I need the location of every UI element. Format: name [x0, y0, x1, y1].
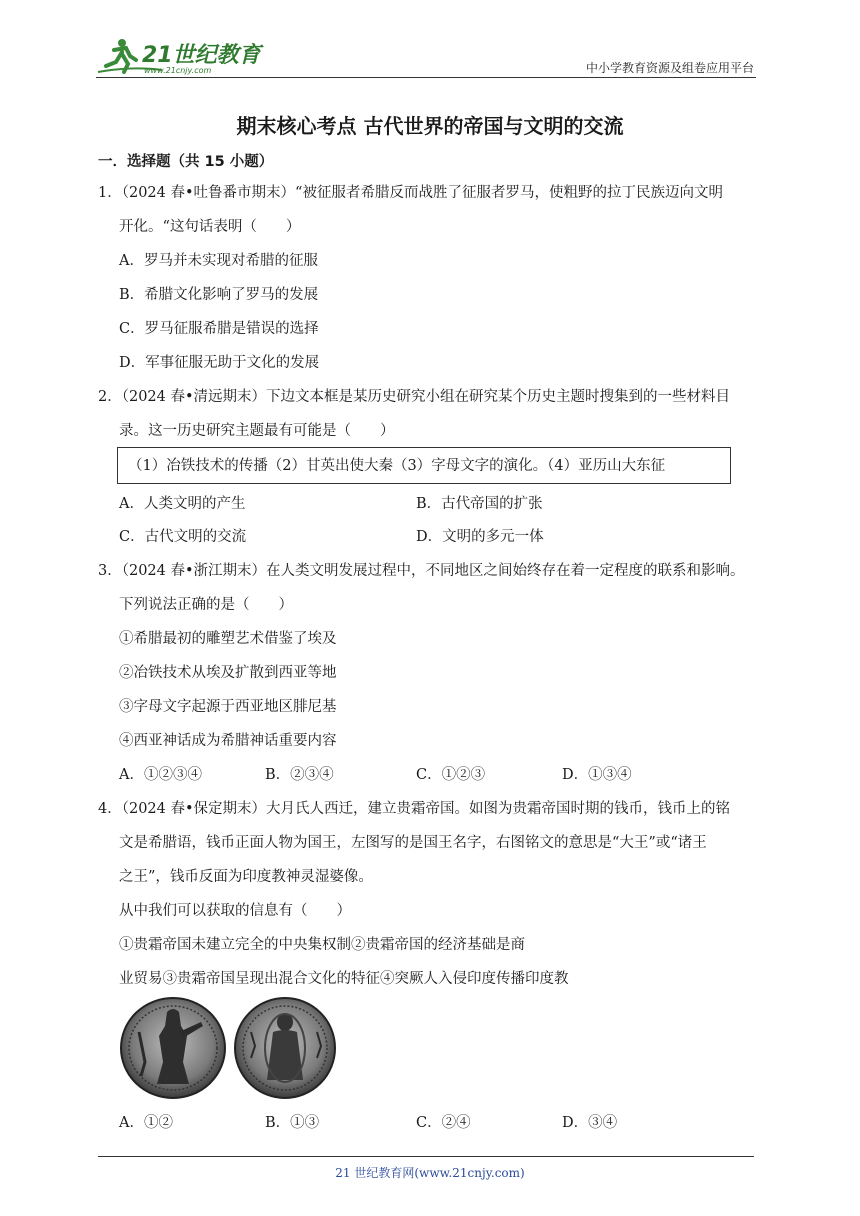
- q1-stem-line1: 1．（2024 春•吐鲁番市期末）“被征服者希腊反而战胜了征服者罗马，使粗野的拉丁民族迈向文明: [98, 185, 723, 201]
- kushan-coins-image: [117, 992, 341, 1104]
- q3-option-a[interactable]: A．①②③④: [119, 767, 202, 783]
- q1-option-b[interactable]: B．希腊文化影响了罗马的发展: [119, 287, 319, 303]
- q4-option-b[interactable]: B．①③: [265, 1115, 320, 1131]
- svg-text:www.21cnjy.com: www.21cnjy.com: [144, 66, 212, 75]
- q4-stem-line6: 业贸易③贵霜帝国呈现出混合文化的特征④突厥人入侵印度传播印度教: [119, 971, 569, 987]
- platform-label: 中小学教育资源及组卷应用平台: [585, 61, 754, 75]
- q2-material-box: （1）冶铁技术的传播（2）甘英出使大秦（3）字母文字的演化。（4）亚历山大东征: [117, 447, 731, 484]
- page-title: 期末核心考点 古代世界的帝国与文明的交流: [236, 114, 624, 138]
- q3-option-c[interactable]: C．①②③: [416, 767, 486, 783]
- site-logo: [92, 36, 267, 76]
- q4-stem-line2: 文是希腊语，钱币正面人物为国王，左图写的是国王名字，右图铭文的意思是“大王”或“诸王: [119, 835, 707, 851]
- q3-statement-1: ①希腊最初的雕塑艺术借鉴了埃及: [119, 631, 337, 647]
- q4-stem-line5: ①贵霜帝国未建立完全的中央集权制②贵霜帝国的经济基础是商: [119, 937, 525, 953]
- q2-stem-line1: 2．（2024 春•清远期末）下边文本框是某历史研究小组在研究某个历史主题时搜集到的一些材料目: [98, 389, 731, 405]
- q1-option-c[interactable]: C．罗马征服希腊是错误的选择: [119, 321, 319, 337]
- q2-option-d[interactable]: D．文明的多元一体: [416, 529, 544, 545]
- footer-link[interactable]: 21 世纪教育网(www.21cnjy.com): [335, 1166, 525, 1180]
- q4-stem-line3: 之王”，钱币反面为印度教神灵湿婆像。: [119, 869, 373, 885]
- q4-option-a[interactable]: A．①②: [119, 1115, 173, 1131]
- q2-option-b[interactable]: B．古代帝国的扩张: [416, 496, 543, 512]
- q4-option-c[interactable]: C．②④: [416, 1115, 471, 1131]
- section-heading: 一．选择题（共 15 小题）: [98, 154, 274, 170]
- q4-stem-line4: 从中我们可以获取的信息有（ ）: [119, 903, 351, 919]
- q1-option-a[interactable]: A．罗马并未实现对希腊的征服: [119, 253, 318, 269]
- q3-statement-2: ②冶铁技术从埃及扩散到西亚等地: [119, 665, 337, 681]
- q3-stem-line2: 下列说法正确的是（ ）: [119, 597, 293, 613]
- footer-divider: [98, 1156, 754, 1157]
- q3-option-d[interactable]: D．①③④: [562, 767, 632, 783]
- q3-option-b[interactable]: B．②③④: [265, 767, 334, 783]
- svg-text:21世纪教育: 21世纪教育: [142, 43, 261, 68]
- q1-option-d[interactable]: D．军事征服无助于文化的发展: [119, 355, 320, 371]
- q3-statement-4: ④西亚神话成为希腊神话重要内容: [119, 733, 337, 749]
- q4-stem-line1: 4．（2024 春•保定期末）大月氏人西迁，建立贵霜帝国。如图为贵霜帝国时期的钱币，钱币上的铭: [98, 801, 731, 817]
- q3-statement-3: ③字母文字起源于西亚地区腓尼基: [119, 699, 337, 715]
- q4-option-d[interactable]: D．③④: [562, 1115, 618, 1131]
- q1-stem-line2: 开化。“这句话表明（ ）: [119, 219, 301, 235]
- q2-option-a[interactable]: A．人类文明的产生: [119, 496, 246, 512]
- q2-stem-line2: 录。这一历史研究主题最有可能是（ ）: [119, 423, 395, 439]
- q3-stem-line1: 3．（2024 春•浙江期末）在人类文明发展过程中，不同地区之间始终存在着一定程度的联系和影响。: [98, 563, 745, 579]
- header-divider: [96, 77, 756, 78]
- q2-option-c[interactable]: C．古代文明的交流: [119, 529, 247, 545]
